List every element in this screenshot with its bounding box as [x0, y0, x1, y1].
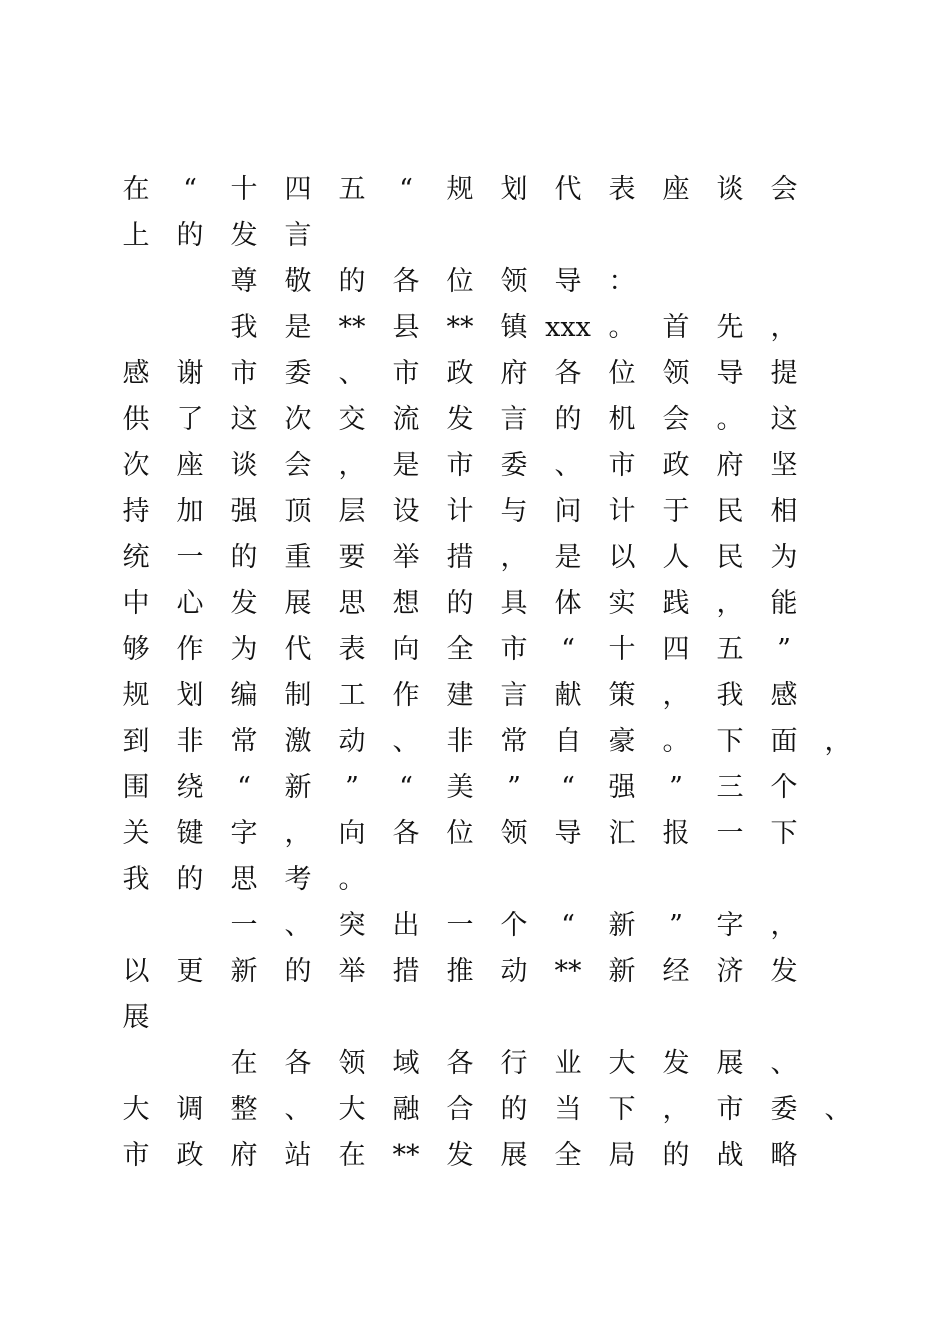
glyph: 表: [338, 634, 366, 665]
glyph: 举: [338, 956, 366, 987]
paragraph-1-line: [0, 635, 950, 681]
glyph: 为: [770, 542, 798, 573]
glyph: 市: [122, 1140, 150, 1171]
glyph: 一: [176, 542, 204, 573]
glyph: 中: [122, 588, 150, 619]
paragraph-1-line: [0, 589, 950, 635]
glyph: 各: [554, 358, 582, 389]
glyph: 在: [338, 1140, 366, 1171]
glyph: 谈: [716, 174, 744, 205]
glyph: 自: [554, 726, 582, 757]
glyph: 考: [284, 864, 312, 895]
glyph: ，: [716, 588, 744, 619]
glyph: 新: [230, 956, 258, 987]
glyph: 谢: [176, 358, 204, 389]
glyph: 大: [122, 1094, 150, 1125]
glyph: 次: [284, 404, 312, 435]
paragraph-2-line: [0, 1049, 950, 1095]
glyph: 策: [608, 680, 636, 711]
glyph: 座: [662, 174, 690, 205]
glyph: 代: [284, 634, 312, 665]
glyph: 政: [176, 1140, 204, 1171]
paragraph-1-line: [0, 543, 950, 589]
glyph: 四: [284, 174, 312, 205]
glyph: ，: [662, 680, 690, 711]
glyph: 突: [338, 910, 366, 941]
glyph: 导: [554, 266, 582, 297]
paragraph-1-line: [0, 819, 950, 865]
glyph: “: [561, 634, 575, 665]
glyph: 字: [230, 818, 258, 849]
glyph: “: [561, 772, 575, 803]
glyph: 的: [446, 588, 474, 619]
glyph: 发: [446, 1140, 474, 1171]
glyph: 更: [176, 956, 204, 987]
glyph: ，: [500, 542, 528, 573]
glyph: 这: [230, 404, 258, 435]
glyph: 新: [284, 772, 312, 803]
glyph: 会: [770, 174, 798, 205]
glyph: 措: [392, 956, 420, 987]
glyph: 感: [770, 680, 798, 711]
glyph: 提: [770, 358, 798, 389]
glyph: 关: [122, 818, 150, 849]
paragraph-1-line: [0, 727, 950, 773]
glyph: 以: [122, 956, 150, 987]
glyph: 于: [662, 496, 690, 527]
glyph: 会: [284, 450, 312, 481]
glyph: ”: [777, 634, 791, 665]
glyph: 工: [338, 680, 366, 711]
glyph: 划: [176, 680, 204, 711]
glyph: 计: [608, 496, 636, 527]
glyph: 我: [122, 864, 150, 895]
glyph: 一: [446, 910, 474, 941]
glyph: 府: [500, 358, 528, 389]
glyph: 发: [446, 404, 474, 435]
title-line-1: [0, 175, 950, 221]
glyph: 市: [500, 634, 528, 665]
glyph: 是: [554, 542, 582, 573]
paragraph-1-line: [0, 313, 950, 359]
glyph: 感: [122, 358, 150, 389]
glyph: 展: [716, 1048, 744, 1079]
glyph: ”: [669, 910, 683, 941]
glyph: 的: [176, 220, 204, 251]
glyph: 体: [554, 588, 582, 619]
glyph: 言: [284, 220, 312, 251]
section-1-heading-line: [0, 911, 950, 957]
glyph: 下: [770, 818, 798, 849]
glyph: 领: [500, 818, 528, 849]
glyph: 各: [392, 818, 420, 849]
glyph: 汇: [608, 818, 636, 849]
glyph: 民: [716, 542, 744, 573]
paragraph-1-line: [0, 865, 950, 911]
glyph: 践: [662, 588, 690, 619]
glyph: 心: [176, 588, 204, 619]
glyph: 的: [230, 542, 258, 573]
glyph: 县: [392, 312, 420, 343]
glyph: 具: [500, 588, 528, 619]
glyph: 领: [662, 358, 690, 389]
glyph: 四: [662, 634, 690, 665]
paragraph-1-line: [0, 773, 950, 819]
glyph: 思: [338, 588, 366, 619]
glyph: 五: [338, 174, 366, 205]
glyph: 言: [500, 680, 528, 711]
glyph: “: [183, 174, 197, 205]
glyph: 动: [338, 726, 366, 757]
glyph: 能: [770, 588, 798, 619]
title-line-2: [0, 221, 950, 267]
glyph: 编: [230, 680, 258, 711]
glyph: 举: [392, 542, 420, 573]
glyph: 融: [392, 1094, 420, 1125]
glyph: 在: [230, 1048, 258, 1079]
glyph: 。: [338, 864, 366, 895]
glyph: 是: [284, 312, 312, 343]
glyph: 导: [554, 818, 582, 849]
salutation: [0, 267, 950, 313]
glyph: 代: [554, 174, 582, 205]
glyph: 坚: [770, 450, 798, 481]
paragraph-1-line: [0, 359, 950, 405]
glyph: 行: [500, 1048, 528, 1079]
glyph: 豪: [608, 726, 636, 757]
glyph: 流: [392, 404, 420, 435]
glyph: 思: [230, 864, 258, 895]
glyph: 委: [284, 358, 312, 389]
glyph: 表: [608, 174, 636, 205]
glyph: 尊: [230, 266, 258, 297]
glyph: 合: [446, 1094, 474, 1125]
glyph: 发: [230, 588, 258, 619]
glyph: 、: [770, 1048, 798, 1079]
glyph: 向: [392, 634, 420, 665]
glyph: 统: [122, 542, 150, 573]
glyph: 是: [392, 450, 420, 481]
glyph: 。: [608, 312, 636, 343]
glyph: 了: [176, 404, 204, 435]
glyph: 非: [446, 726, 474, 757]
glyph: 为: [230, 634, 258, 665]
glyph: 设: [392, 496, 420, 527]
glyph: 。: [716, 404, 744, 435]
glyph: 我: [230, 312, 258, 343]
glyph: 新: [608, 910, 636, 941]
glyph: ”: [345, 772, 359, 803]
glyph: 的: [500, 1094, 528, 1125]
glyph: 府: [230, 1140, 258, 1171]
glyph: 发: [230, 220, 258, 251]
paragraph-1-line: [0, 497, 950, 543]
glyph: 展: [284, 588, 312, 619]
glyph: 重: [284, 542, 312, 573]
glyph: 市: [716, 1094, 744, 1125]
glyph: 绕: [176, 772, 204, 803]
glyph: “: [399, 174, 413, 205]
glyph: 交: [338, 404, 366, 435]
glyph: 当: [554, 1094, 582, 1125]
glyph: 我: [716, 680, 744, 711]
glyph: 常: [230, 726, 258, 757]
glyph: 各: [284, 1048, 312, 1079]
glyph: 战: [716, 1140, 744, 1171]
glyph: 强: [230, 496, 258, 527]
glyph: **: [446, 312, 474, 343]
glyph: 层: [338, 496, 366, 527]
glyph: 面: [770, 726, 798, 757]
glyph: 出: [392, 910, 420, 941]
glyph: 到: [122, 726, 150, 757]
glyph: “: [561, 910, 575, 941]
glyph: 相: [770, 496, 798, 527]
glyph: 的: [284, 956, 312, 987]
glyph: 次: [122, 450, 150, 481]
glyph: 的: [554, 404, 582, 435]
glyph: 市: [608, 450, 636, 481]
glyph: 献: [554, 680, 582, 711]
glyph: 委: [500, 450, 528, 481]
glyph: 在: [122, 174, 150, 205]
glyph: 导: [716, 358, 744, 389]
glyph: 字: [716, 910, 744, 941]
glyph: 下: [716, 726, 744, 757]
glyph: 人: [662, 542, 690, 573]
glyph: 首: [662, 312, 690, 343]
glyph: 激: [284, 726, 312, 757]
glyph: 各: [446, 1048, 474, 1079]
glyph: 、: [554, 450, 582, 481]
paragraph-1-line: [0, 405, 950, 451]
glyph: 大: [608, 1048, 636, 1079]
glyph: ，: [770, 312, 798, 343]
glyph: 一: [230, 910, 258, 941]
glyph: **: [338, 312, 366, 343]
glyph: 五: [716, 634, 744, 665]
paragraph-1-line: [0, 451, 950, 497]
glyph: 局: [608, 1140, 636, 1171]
glyph: 动: [500, 956, 528, 987]
glyph: 业: [554, 1048, 582, 1079]
glyph: 的: [338, 266, 366, 297]
glyph: 、: [392, 726, 420, 757]
glyph: 以: [608, 542, 636, 573]
glyph: 、: [284, 1094, 312, 1125]
glyph: ”: [669, 772, 683, 803]
paragraph-1-line: [0, 681, 950, 727]
glyph: “: [399, 772, 413, 803]
glyph: 的: [662, 1140, 690, 1171]
glyph: **: [392, 1140, 420, 1171]
glyph: 报: [662, 818, 690, 849]
glyph: 新: [608, 956, 636, 987]
glyph: 展: [500, 1140, 528, 1171]
glyph: 全: [446, 634, 474, 665]
paragraph-2-line: [0, 1141, 950, 1187]
glyph: 这: [770, 404, 798, 435]
paragraph-2-line: [0, 1095, 950, 1141]
glyph: 市: [230, 358, 258, 389]
glyph: 、: [338, 358, 366, 389]
glyph: ，: [284, 818, 312, 849]
glyph: 站: [284, 1140, 312, 1171]
glyph: 向: [338, 818, 366, 849]
glyph: 持: [122, 496, 150, 527]
glyph: 大: [338, 1094, 366, 1125]
glyph: ”: [507, 772, 521, 803]
glyph: 规: [122, 680, 150, 711]
glyph: 政: [662, 450, 690, 481]
glyph: 经: [662, 956, 690, 987]
glyph: 作: [392, 680, 420, 711]
glyph: 位: [446, 266, 474, 297]
glyph: 上: [122, 220, 150, 251]
glyph: 位: [608, 358, 636, 389]
glyph: 领: [338, 1048, 366, 1079]
glyph: 非: [176, 726, 204, 757]
glyph: 济: [716, 956, 744, 987]
glyph: “: [237, 772, 251, 803]
glyph: 谈: [230, 450, 258, 481]
glyph: 下: [608, 1094, 636, 1125]
section-1-heading-line: [0, 1003, 950, 1049]
glyph: ，: [338, 450, 366, 481]
glyph: 言: [500, 404, 528, 435]
glyph: 推: [446, 956, 474, 987]
glyph: 镇: [500, 312, 528, 343]
glyph: ，: [662, 1094, 690, 1125]
glyph: 先: [716, 312, 744, 343]
glyph: 域: [392, 1048, 420, 1079]
glyph: 措: [446, 542, 474, 573]
glyph: 实: [608, 588, 636, 619]
glyph: 划: [500, 174, 528, 205]
glyph: 想: [392, 588, 420, 619]
glyph: 座: [176, 450, 204, 481]
glyph: 强: [608, 772, 636, 803]
glyph: 调: [176, 1094, 204, 1125]
glyph: 与: [500, 496, 528, 527]
glyph: 加: [176, 496, 204, 527]
glyph: 规: [446, 174, 474, 205]
glyph: 十: [608, 634, 636, 665]
glyph: ：: [608, 266, 636, 297]
glyph: 市: [392, 358, 420, 389]
glyph: 顶: [284, 496, 312, 527]
section-1-heading-line: [0, 957, 950, 1003]
glyph: ，: [824, 726, 852, 757]
glyph: 三: [716, 772, 744, 803]
glyph: 十: [230, 174, 258, 205]
glyph: 计: [446, 496, 474, 527]
glyph: 个: [500, 910, 528, 941]
glyph: 机: [608, 404, 636, 435]
glyph: 要: [338, 542, 366, 573]
glyph: 民: [716, 496, 744, 527]
glyph: 市: [446, 450, 474, 481]
glyph: 键: [176, 818, 204, 849]
glyph: 发: [770, 956, 798, 987]
glyph: 、: [284, 910, 312, 941]
glyph: 敬: [284, 266, 312, 297]
glyph: **: [554, 956, 582, 987]
glyph: 会: [662, 404, 690, 435]
glyph: 委: [770, 1094, 798, 1125]
glyph: 、: [824, 1094, 852, 1125]
glyph: 发: [662, 1048, 690, 1079]
glyph: 作: [176, 634, 204, 665]
glyph: xxx: [545, 312, 591, 343]
glyph: ，: [770, 910, 798, 941]
glyph: 常: [500, 726, 528, 757]
glyph: 美: [446, 772, 474, 803]
glyph: 的: [176, 864, 204, 895]
glyph: 全: [554, 1140, 582, 1171]
glyph: 位: [446, 818, 474, 849]
glyph: 政: [446, 358, 474, 389]
glyph: 。: [662, 726, 690, 757]
glyph: 各: [392, 266, 420, 297]
glyph: 建: [446, 680, 474, 711]
glyph: 府: [716, 450, 744, 481]
glyph: 展: [122, 1002, 150, 1033]
glyph: 整: [230, 1094, 258, 1125]
glyph: 围: [122, 772, 150, 803]
glyph: 制: [284, 680, 312, 711]
glyph: 略: [770, 1140, 798, 1171]
glyph: 够: [122, 634, 150, 665]
glyph: 个: [770, 772, 798, 803]
glyph: 一: [716, 818, 744, 849]
glyph: 问: [554, 496, 582, 527]
glyph: 供: [122, 404, 150, 435]
glyph: 领: [500, 266, 528, 297]
